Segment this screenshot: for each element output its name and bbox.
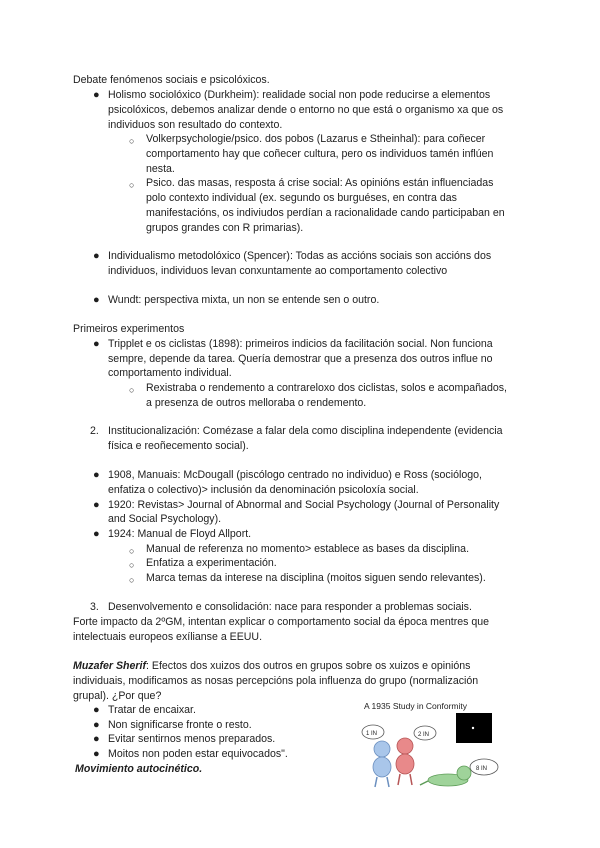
section-title: Debate fenómenos sociais e psicolóxicos. <box>73 74 270 86</box>
red-character <box>396 738 414 785</box>
list-item-text: Evitar sentirnos menos preparados. <box>108 733 276 745</box>
sublist-item-text: Rexistraba o rendemento a contrareloxo dos ciclistas, solos e acompañados, <box>146 382 507 394</box>
paragraph-line: individuais, modificamos as nosas percepcións pola influenza do grupo (normalización <box>73 675 479 687</box>
list-item-text: 1924: Manual de Floyd Allport. <box>108 528 252 540</box>
bullet-icon: ● <box>93 338 100 350</box>
green-character <box>420 766 471 786</box>
paragraph-line: intelectuais europeos exílianse a EEUU. <box>73 631 263 643</box>
sublist-item-text: polo contexto individual (ex. segundo os burguéses, en contra das <box>146 192 457 204</box>
list-item-text: Holismo sociolóxico (Durkheim): realidade social non pode reducirse a elementos <box>108 89 491 101</box>
sublist-item-text: comportamento hay que coñecer cultura, pero os individuos tamén inflúen <box>146 148 494 160</box>
circle-bullet-icon: ○ <box>129 136 135 146</box>
cartoon-title: A 1935 Study in Conformity <box>364 701 468 711</box>
list-item-text: individuos son resultado do contexto. <box>108 119 283 131</box>
list-item-text: enfatiza o colectivo)> inclusión da denominación psicoloxía social. <box>108 484 419 496</box>
list-number: 3. <box>90 601 99 613</box>
list-item-text: Moitos non poden estar equivocados". <box>108 748 288 760</box>
sublist-item-text: Volkerpsychologie/psico. dos pobos (Lazarus e Stheinhal): para coñecer <box>146 133 486 145</box>
list-item-text: sempre, depende da tarea. Quería demostrar que a presenza dos outros influe no <box>108 353 493 365</box>
list-item-text: individuos, individuos levan conxuntamente ao comportamento colectivo <box>108 265 448 277</box>
sublist-item-text: grupos grandes con R primarias). <box>146 222 304 234</box>
list-number: 2. <box>90 425 99 437</box>
speech-bubble-1-text: 1 IN <box>366 731 378 737</box>
sherif-paragraph-line <box>73 659 470 674</box>
bullet-icon: ● <box>93 499 100 511</box>
list-item-text: 1920: Revistas> Journal of Abnormal and Social Psychology (Journal of Personality <box>108 499 500 511</box>
sublist-item-text: Enfatiza a experimentación. <box>146 557 277 569</box>
blue-character <box>373 741 391 787</box>
footer-note <box>75 762 202 777</box>
numbered-item-text: Desenvolvemento e consolidación: nace para responder a problemas sociais. <box>108 601 472 613</box>
sublist-item-text: Marca temas da interese na disciplina (moitos siguen sendo relevantes). <box>146 572 486 584</box>
list-item-text: comportamento individual. <box>108 367 232 379</box>
numbered-item-text: Institucionalización: Comézase a falar dela como disciplina independente (evidencia <box>108 425 503 437</box>
bullet-icon: ● <box>93 748 100 760</box>
bullet-icon: ● <box>93 469 100 481</box>
circle-bullet-icon: ○ <box>129 560 135 570</box>
speech-bubble-3-text: 8 IN <box>476 766 488 772</box>
conformity-cartoon <box>360 697 525 792</box>
circle-bullet-icon: ○ <box>129 385 135 395</box>
speech-bubble-2-text: 2 IN <box>418 732 430 738</box>
paragraph-text: : Efectos dos xuizos dos outros en grupos sobre os xuizos e opinións <box>146 660 471 672</box>
sublist-item-text: a presenza de outros melloraba o rendemento. <box>146 397 367 409</box>
bullet-icon: ● <box>93 704 100 716</box>
bullet-icon: ● <box>93 733 100 745</box>
bullet-icon: ● <box>93 719 100 731</box>
bullet-icon: ● <box>93 250 100 262</box>
list-item-text: Individualismo metodolóxico (Spencer): Todas as accións sociais son accións dos <box>108 250 492 262</box>
list-item-text: psicolóxicos, debemos analizar dende o entorno no que está o organismo xa que os <box>108 104 504 116</box>
sublist-item-text: manifestacións, os indiviudos perdían a racionalidade cando participaban en <box>146 207 505 219</box>
list-item-text: Tratar de encaixar. <box>108 704 196 716</box>
list-item-text: Non significarse fronte o resto. <box>108 719 252 731</box>
footer-note-text: Movimiento autocinético. <box>75 763 203 775</box>
numbered-item-text: física e reoñecemento social). <box>108 440 249 452</box>
paragraph-line: grupal). ¿Por que? <box>73 690 162 702</box>
bullet-icon: ● <box>93 294 100 306</box>
list-item-text: Tripplet e os ciclistas (1898): primeiros indicios da facilitación social. Non funciona <box>108 338 493 350</box>
circle-bullet-icon: ○ <box>129 575 135 585</box>
sublist-item-text: Manual de referenza no momento> establece as bases da disciplina. <box>146 543 470 555</box>
circle-bullet-icon: ○ <box>129 546 135 556</box>
light-dot <box>472 727 474 729</box>
list-item-text: Wundt: perspectiva mixta, un non se entende sen o outro. <box>108 294 380 306</box>
paragraph-line: Forte impacto da 2ºGM, intentan explicar o comportamento social da época mentres que <box>73 616 490 628</box>
author-name: Muzafer Sherif <box>73 660 146 672</box>
sublist-item-text: nesta. <box>146 163 175 175</box>
list-item-text: 1908, Manuais: McDougall (piscólogo centrado no individuo) e Ross (sociólogo, <box>108 469 482 481</box>
bullet-icon: ● <box>93 528 100 540</box>
section-heading: Primeiros experimentos <box>73 323 185 335</box>
list-item-text: and Social Psychology). <box>108 513 222 525</box>
bullet-icon: ● <box>93 89 100 101</box>
circle-bullet-icon: ○ <box>129 180 135 190</box>
sublist-item-text: Psico. das masas, resposta á crise social: As opinións están influenciadas <box>146 177 494 189</box>
